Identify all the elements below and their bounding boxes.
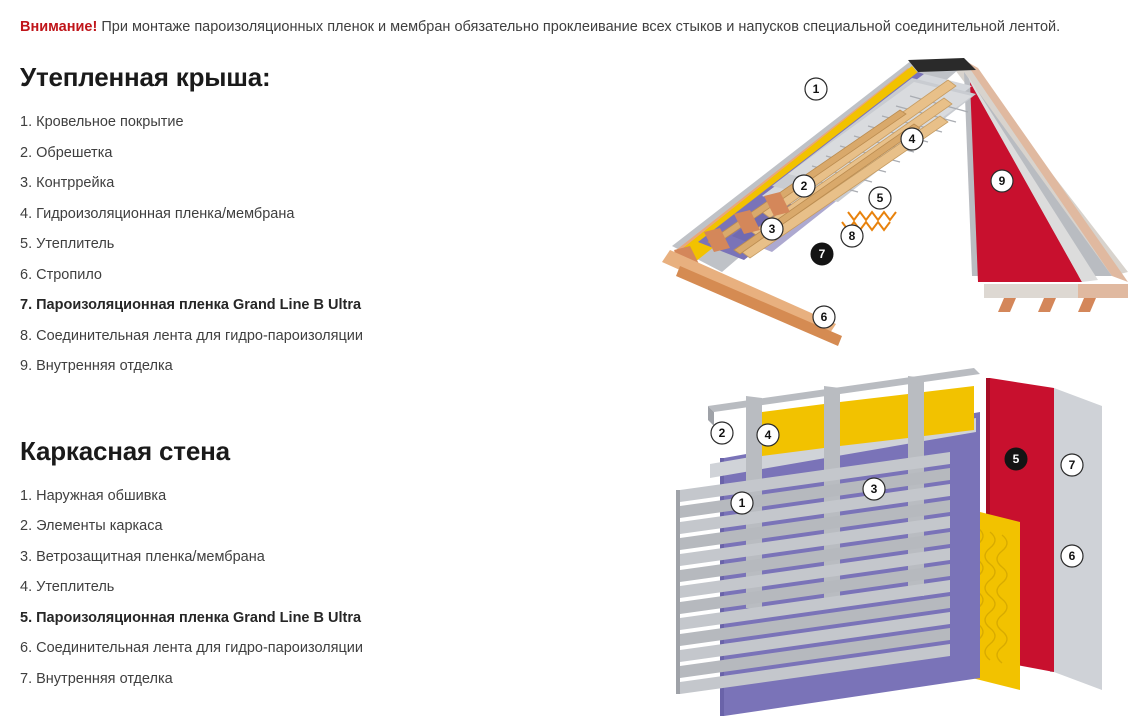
svg-text:2: 2 — [800, 179, 808, 193]
callout-1 — [805, 78, 827, 100]
warning-notice — [20, 18, 1110, 37]
callout-8 — [841, 225, 863, 247]
svg-text:7: 7 — [818, 247, 826, 261]
warning-text: При монтаже пароизоляционных пленок и мембран обязательно проклеивание всех стыков и напусков специальной соединительной лентой. — [97, 19, 1061, 35]
callout-4 — [901, 128, 923, 150]
svg-text:1: 1 — [738, 496, 746, 510]
wall-cutaway-illustration — [650, 360, 1128, 720]
roof-layer-list — [20, 115, 620, 390]
svg-text:6: 6 — [820, 310, 828, 324]
svg-text:5: 5 — [1012, 452, 1020, 466]
svg-text:1: 1 — [812, 82, 820, 96]
list-item: 2. Обрешетка — [20, 144, 113, 161]
svg-text:3: 3 — [768, 222, 776, 236]
svg-text:2: 2 — [718, 426, 726, 440]
svg-text:6: 6 — [1068, 549, 1076, 563]
list-item: 4. Гидроизоляционная пленка/мембрана — [20, 205, 295, 222]
callout-3 — [761, 218, 783, 240]
svg-text:8: 8 — [848, 229, 856, 243]
list-item: 1. Кровельное покрытие — [20, 114, 184, 130]
list-item: 5. Утеплитель — [20, 236, 115, 252]
callout-2 — [711, 422, 733, 444]
callout-7 — [1061, 454, 1083, 476]
list-item-highlight: 5. Пароизоляционная пленка Grand Line B Ultra — [20, 609, 362, 626]
svg-text:7: 7 — [1068, 458, 1076, 472]
callout-7 — [811, 243, 833, 265]
svg-text:9: 9 — [998, 174, 1006, 188]
callout-6 — [1061, 545, 1083, 567]
callout-5 — [869, 187, 891, 209]
list-item: 3. Ветрозащитная пленка/мембрана — [20, 548, 265, 565]
list-item-highlight: 7. Пароизоляционная пленка Grand Line B Ultra — [20, 297, 362, 313]
callout-6 — [813, 306, 835, 328]
list-item: 4. Утеплитель — [20, 579, 115, 595]
callout-4 — [757, 424, 779, 446]
list-item: 6. Соединительная лента для гидро-пароизоляции — [20, 640, 364, 656]
callout-2 — [793, 175, 815, 197]
list-item: 6. Стропило — [20, 266, 103, 283]
svg-text:4: 4 — [764, 428, 772, 442]
roof-section-title: Утепленная крыша: — [20, 62, 271, 92]
callout-5 — [1005, 448, 1027, 470]
roof-cutaway-illustration — [612, 36, 1128, 356]
list-item: 8. Соединительная лента для гидро-пароизоляции — [20, 327, 364, 344]
svg-text:3: 3 — [870, 482, 878, 496]
list-item: 2. Элементы каркаса — [20, 518, 163, 534]
svg-text:4: 4 — [908, 132, 916, 146]
list-item: 1. Наружная обшивка — [20, 487, 167, 504]
list-item: 7. Внутренняя отделка — [20, 670, 173, 687]
callout-9 — [991, 170, 1013, 192]
warning-label: Внимание! — [20, 19, 98, 35]
wall-layer-list — [20, 489, 620, 703]
text-column — [20, 48, 620, 702]
callout-1 — [731, 492, 753, 514]
callout-3 — [863, 478, 885, 500]
list-item: 9. Внутренняя отделка — [20, 358, 173, 374]
list-item: 3. Контррейка — [20, 175, 115, 191]
wall-section-title: Каркасная стена — [20, 435, 230, 466]
svg-text:5: 5 — [876, 191, 884, 205]
